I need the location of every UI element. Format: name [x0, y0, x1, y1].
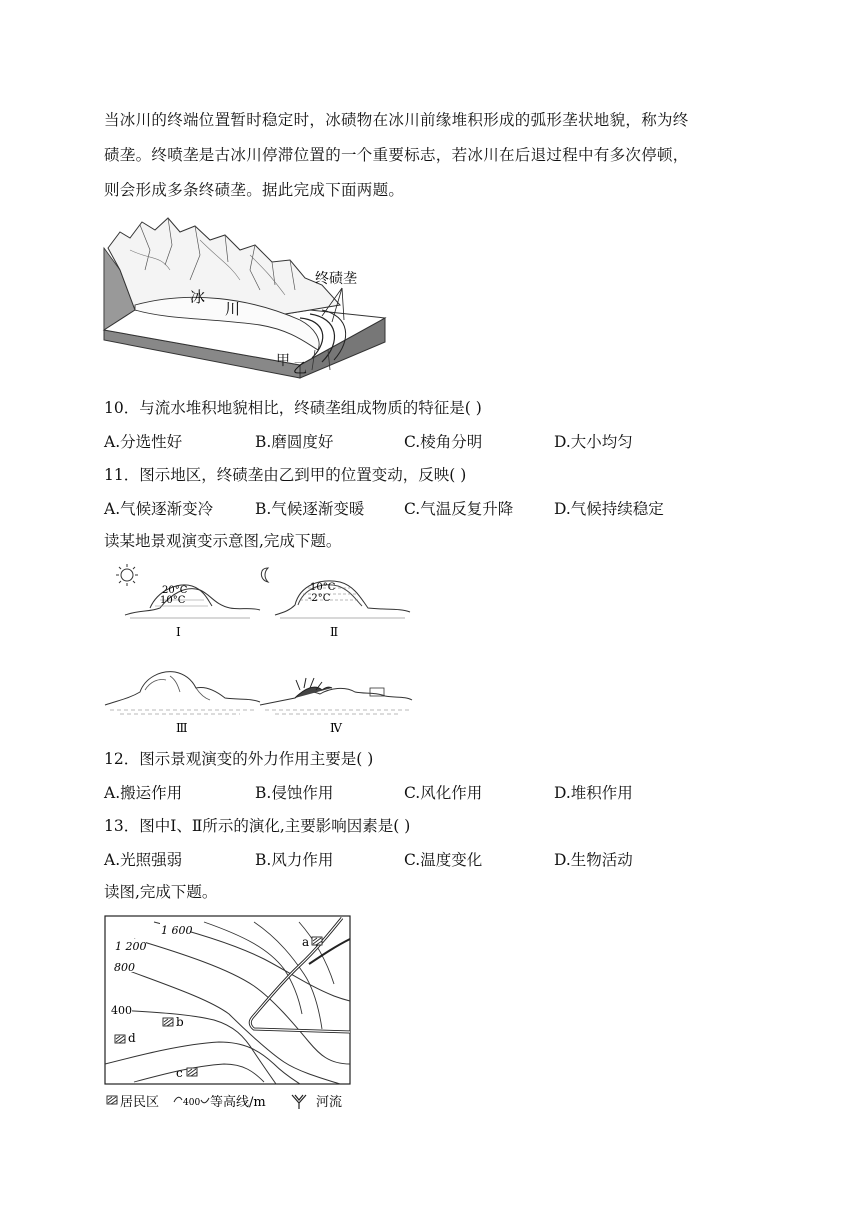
- settlement-a-icon: [312, 937, 322, 945]
- q12-option-d[interactable]: D.堆积作用: [554, 784, 633, 802]
- q13-option-d[interactable]: D.生物活动: [554, 851, 633, 869]
- q10-option-b[interactable]: B.磨圆度好: [255, 433, 334, 451]
- q10-option-d[interactable]: D.大小均匀: [554, 433, 633, 451]
- contour-label-800: 800: [114, 961, 135, 974]
- q11-option-d[interactable]: D.气候持续稳定: [554, 500, 664, 518]
- legend-settlement: 居民区: [120, 1095, 160, 1110]
- point-a: a: [302, 935, 310, 949]
- q10-option-c[interactable]: C.棱角分明: [404, 433, 483, 451]
- q12-option-a[interactable]: A.搬运作用: [104, 784, 183, 802]
- q11-option-a[interactable]: A.气候逐渐变冷: [104, 500, 214, 518]
- question-11: 11．图示地区，终碛垄由乙到甲的位置变动，反映( ): [104, 466, 467, 484]
- question-12: 12．图示景观演变的外力作用主要是( ): [104, 750, 374, 768]
- panel-4-label: Ⅳ: [330, 721, 342, 735]
- point-c: c: [176, 1066, 183, 1080]
- contour-map: [104, 914, 356, 1114]
- label-yi: 乙: [293, 361, 307, 377]
- q12-option-b[interactable]: B.侵蚀作用: [255, 784, 334, 802]
- intro-line: 当冰川的终端位置暂时稳定时，冰碛物在冰川前缘堆积形成的弧形垄状地貌，称为终: [104, 111, 689, 129]
- q13-option-a[interactable]: A.光照强弱: [104, 851, 183, 869]
- glacier-diagram: [100, 210, 390, 380]
- point-b: b: [176, 1015, 184, 1029]
- q10-option-a[interactable]: A.分选性好: [104, 433, 183, 451]
- panel-3: [105, 672, 260, 735]
- intro-3: 读图,完成下题。: [104, 883, 218, 901]
- intro-paragraph: [104, 103, 754, 208]
- legend-contour-value: 400: [183, 1098, 201, 1108]
- settlement-c-icon: [187, 1068, 197, 1076]
- label-jia: 甲: [276, 353, 290, 369]
- map-legend: [107, 1094, 342, 1110]
- label-bing: 冰: [190, 288, 206, 306]
- legend-river: 河流: [316, 1095, 343, 1110]
- q12-option-c[interactable]: C.风化作用: [404, 784, 483, 802]
- intro-2: 读某地景观演变示意图,完成下题。: [104, 532, 342, 550]
- intro-line: 碛垄。终喷垄是古冰川停滞位置的一个重要标志，若冰川在后退过程中有多次停顿，: [104, 146, 689, 164]
- panel-2-temp-high: 10°C: [310, 582, 336, 593]
- panel-3-label: Ⅲ: [176, 721, 188, 735]
- q13-option-b[interactable]: B.风力作用: [255, 851, 334, 869]
- q11-option-b[interactable]: B.气候逐渐变暖: [255, 500, 365, 518]
- panel-4: [260, 678, 412, 735]
- settlement-d-icon: [115, 1035, 125, 1043]
- panel-1: [116, 564, 260, 639]
- landscape-evolution-diagram: [100, 560, 420, 742]
- intro-line: 则会形成多条终碛垄。据此完成下面两题。: [104, 181, 405, 199]
- label-moraine: 终碛垄: [315, 271, 357, 287]
- panel-1-temp-high: 20°C: [162, 585, 188, 596]
- panel-1-label: Ⅰ: [176, 625, 181, 639]
- contour-label-1600: 1 600: [161, 924, 193, 937]
- panel-1-temp-low: 10°C: [160, 595, 186, 606]
- legend-contour: 等高线/m: [210, 1095, 266, 1110]
- settlement-b-icon: [163, 1018, 173, 1026]
- question-10: 10．与流水堆积地貌相比，终碛垄组成物质的特征是( ): [104, 399, 482, 417]
- question-13: 13．图中Ⅰ、Ⅱ所示的演化,主要影响因素是( ): [104, 817, 411, 835]
- panel-2-label: Ⅱ: [330, 625, 339, 639]
- label-chuan: 川: [225, 300, 241, 318]
- panel-2-temp-low: -2°C: [308, 593, 331, 604]
- point-d: d: [128, 1031, 136, 1045]
- q13-option-c[interactable]: C.温度变化: [404, 851, 483, 869]
- contour-label-1200: 1 200: [115, 940, 147, 953]
- q11-option-c[interactable]: C.气温反复升降: [404, 500, 514, 518]
- contour-label-400: 400: [111, 1004, 132, 1017]
- panel-2: [261, 568, 410, 639]
